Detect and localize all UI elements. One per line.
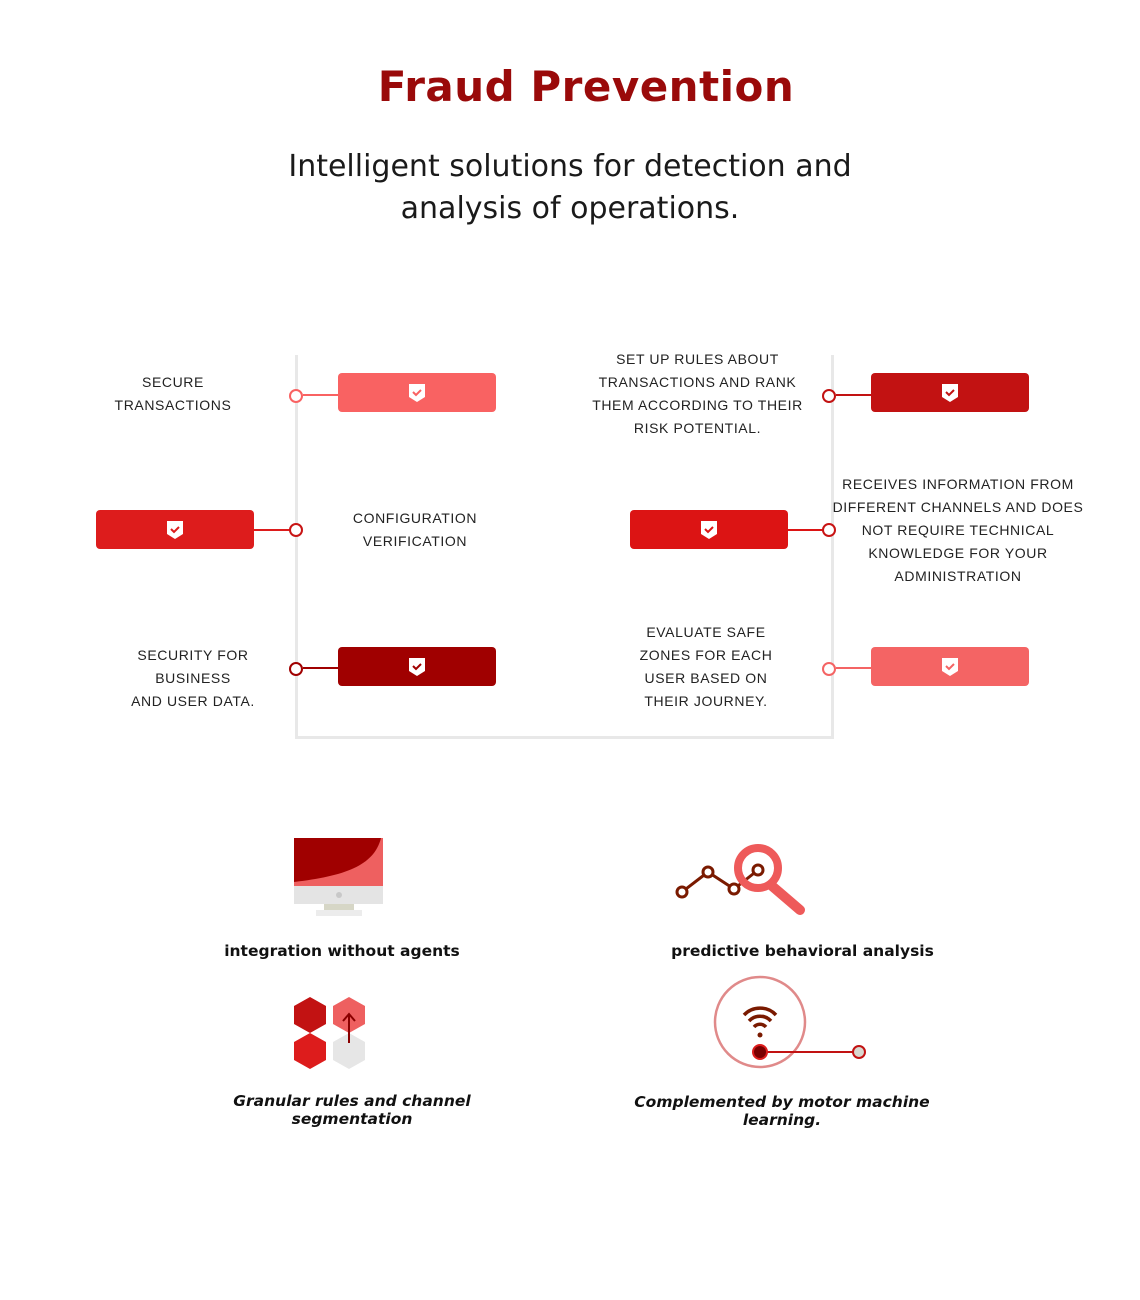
connector-node: [822, 389, 836, 403]
label-line: RISK POTENTIAL.: [633, 420, 762, 436]
subtitle-line-2: analysis of operations.: [400, 191, 740, 226]
label-line: THEM ACCORDING TO THEIR: [592, 397, 803, 413]
label-line: AND USER DATA.: [131, 693, 255, 709]
label-line: USER BASED ON: [644, 670, 768, 686]
feature-label-evaluate-safe-zones: [620, 621, 792, 713]
connector-node: [822, 662, 836, 676]
page-subtitle: [270, 146, 870, 230]
shield-check-icon: [408, 383, 426, 403]
connector-node: [289, 662, 303, 676]
shield-check-icon: [166, 520, 184, 540]
caption-integration: integration without agents: [224, 942, 460, 960]
connector-line: [303, 394, 339, 396]
shield-check-icon: [700, 520, 718, 540]
connector-line: [303, 667, 339, 669]
label-line: SET UP RULES ABOUT: [616, 351, 779, 367]
label-line: THEIR JOURNEY.: [644, 693, 768, 709]
magnifier-chart-icon: [672, 840, 812, 920]
feature-label-configuration-verification: [330, 507, 500, 553]
caption-granular-rules: Granular rules and channel segmentation: [233, 1092, 471, 1128]
label-line: CONFIGURATION: [352, 510, 478, 526]
connector-line: [788, 529, 824, 531]
feature-label-set-up-rules: [580, 348, 815, 440]
caption-machine-learning: Complemented by motor machine learning.: [634, 1093, 930, 1129]
monitor-icon: [294, 838, 384, 918]
wifi-circle-icon: [712, 975, 872, 1071]
connector-node: [289, 389, 303, 403]
label-line: NOT REQUIRE TECHNICAL: [861, 522, 1055, 538]
feature-bar-configuration-verification: [96, 510, 254, 549]
connector-line: [836, 667, 872, 669]
label-line: SECURE: [142, 374, 204, 390]
feature-label-security-business: [98, 644, 288, 713]
feature-bar-evaluate-safe-zones: [871, 647, 1029, 686]
shield-check-icon: [941, 383, 959, 403]
feature-bar-secure-transactions: [338, 373, 496, 412]
label-line: TRANSACTIONS AND RANK: [598, 374, 797, 390]
label-line: SECURITY FOR BUSINESS: [137, 647, 249, 686]
feature-label-receives-information: [832, 473, 1084, 588]
feature-bar-security-business: [338, 647, 496, 686]
connector-line: [254, 529, 290, 531]
label-line: TRANSACTIONS: [114, 397, 232, 413]
label-line: KNOWLEDGE FOR YOUR: [868, 545, 1048, 561]
connector-node: [289, 523, 303, 537]
shield-check-icon: [941, 657, 959, 677]
label-line: VERIFICATION: [362, 533, 468, 549]
label-line: EVALUATE SAFE: [646, 624, 766, 640]
label-line: DIFFERENT CHANNELS AND DOES: [832, 499, 1084, 515]
page-title: Fraud Prevention: [377, 62, 795, 111]
subtitle-line-1: Intelligent solutions for detection and: [288, 149, 852, 184]
label-line: ADMINISTRATION: [894, 568, 1022, 584]
label-line: RECEIVES INFORMATION FROM: [842, 476, 1074, 492]
connector-line: [836, 394, 872, 396]
hexagons-icon: [293, 997, 368, 1072]
feature-label-secure-transactions: [98, 371, 248, 417]
feature-bar-receives-information: [630, 510, 788, 549]
caption-predictive: predictive behavioral analysis: [671, 942, 934, 960]
label-line: ZONES FOR EACH: [639, 647, 773, 663]
feature-bar-set-up-rules: [871, 373, 1029, 412]
shield-check-icon: [408, 657, 426, 677]
